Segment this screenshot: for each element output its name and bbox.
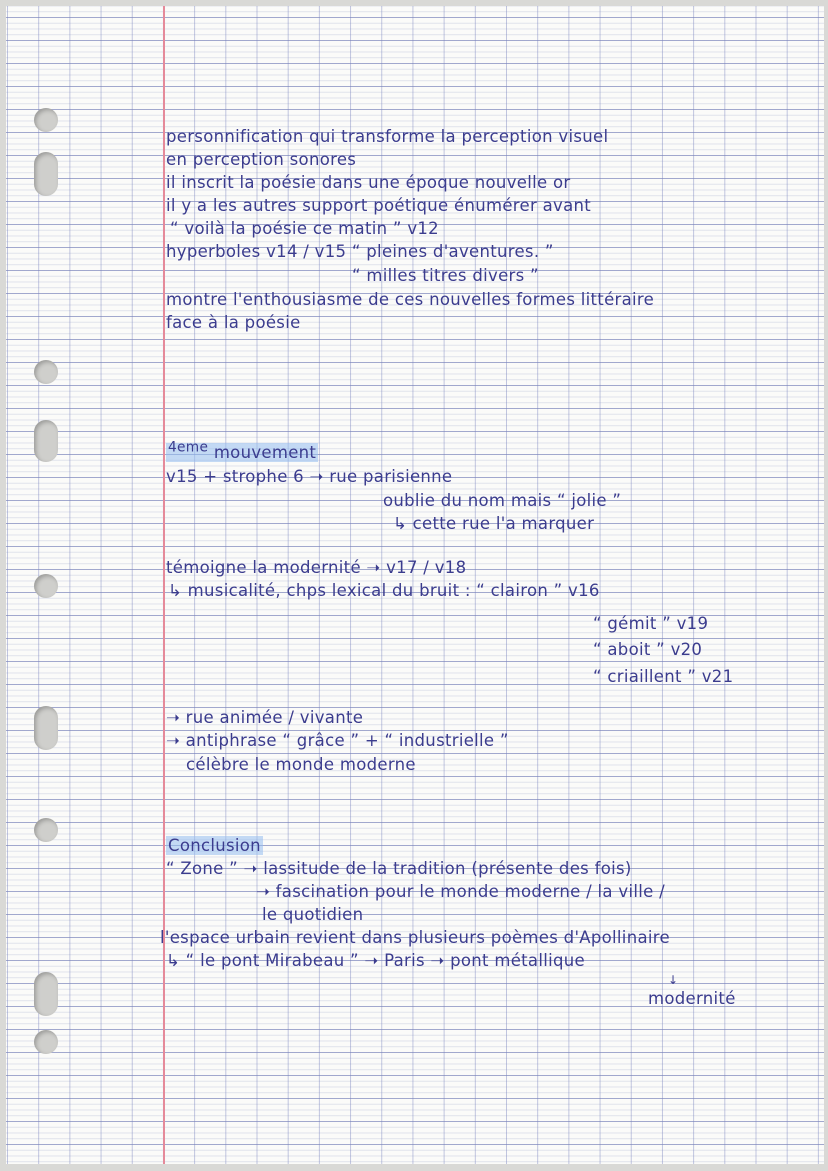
heading-text: Conclusion xyxy=(168,836,261,855)
note-line: “ Zone ” ➝ lassitude de la tradition (présente des fois) xyxy=(166,859,632,878)
note-line: l'espace urbain revient dans plusieurs poèmes d'Apollinaire xyxy=(160,928,670,947)
note-line: témoigne la modernité ➝ v17 / v18 xyxy=(166,558,467,577)
binder-hole xyxy=(34,706,58,750)
binder-hole xyxy=(34,972,58,1016)
note-line: v15 + strophe 6 ➝ rue parisienne xyxy=(166,467,453,486)
binder-hole xyxy=(34,574,58,598)
note-line: montre l'enthousiasme de ces nouvelles formes littéraire xyxy=(166,290,655,309)
note-line: ➝ antiphrase “ grâce ” + “ industrielle ” xyxy=(166,731,509,750)
note-line: “ aboit ” v20 xyxy=(593,640,703,659)
binder-hole xyxy=(34,818,58,842)
binder-hole xyxy=(34,420,58,462)
note-line: ↳ cette rue l'a marquer xyxy=(393,514,595,533)
section-heading xyxy=(166,439,318,462)
note-line: “ voilà la poésie ce matin ” v12 xyxy=(170,219,439,238)
note-line: “ milles titres divers ” xyxy=(352,266,539,285)
note-line: personnification qui transforme la perception visuel xyxy=(166,127,609,146)
note-line: ↳ musicalité, chps lexical du bruit : “ clairon ” v16 xyxy=(168,581,600,600)
down-arrow: ↓ xyxy=(668,973,679,987)
note-line: il inscrit la poésie dans une époque nouvelle or xyxy=(166,173,571,192)
note-line: ↳ “ le pont Mirabeau ” ➝ Paris ➝ pont métallique xyxy=(166,951,585,970)
heading-text: mouvement xyxy=(213,443,317,462)
note-line: célèbre le monde moderne xyxy=(186,755,416,774)
note-line: “ criaillent ” v21 xyxy=(593,667,734,686)
note-line: le quotidien xyxy=(262,905,364,924)
binder-hole xyxy=(34,360,58,384)
note-line: ➝ fascination pour le monde moderne / la ville / xyxy=(256,882,665,901)
note-line: hyperboles v14 / v15 “ pleines d'aventures. ” xyxy=(166,242,554,261)
note-line: ➝ rue animée / vivante xyxy=(166,708,364,727)
note-line: oublie du nom mais “ jolie ” xyxy=(383,491,622,510)
note-line: face à la poésie xyxy=(166,313,301,332)
note-line: modernité xyxy=(648,989,736,1008)
binder-hole xyxy=(34,152,58,196)
heading-number: 4eme xyxy=(168,439,209,456)
note-line: “ gémit ” v19 xyxy=(593,614,709,633)
binder-hole xyxy=(34,1030,58,1054)
note-line: il y a les autres support poétique énumérer avant xyxy=(166,196,592,215)
margin-line xyxy=(163,6,165,1164)
section-heading xyxy=(166,836,263,855)
binder-hole xyxy=(34,108,58,132)
note-line: en perception sonores xyxy=(166,150,357,169)
